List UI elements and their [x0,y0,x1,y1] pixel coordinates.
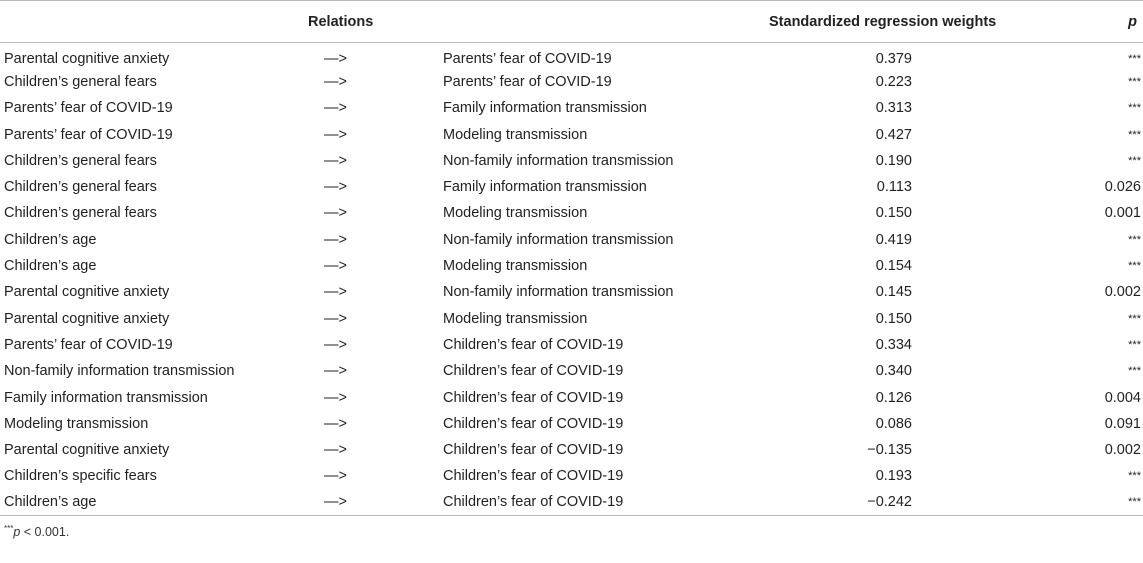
regression-weight-cell: 0.086 [875,415,912,432]
relation-source-cell: Non-family information transmission [4,363,235,380]
p-value-cell: 0.091 [1104,415,1141,432]
relation-target-cell: Non-family information transmission [443,231,674,248]
relation-source-cell: Children’s general fears [4,179,157,196]
table-row [0,305,1143,331]
p-value-cell: 0.001 [1104,205,1141,222]
p-value-cell: *** [1128,102,1141,115]
relation-arrow-cell: —> [324,73,347,90]
regression-weight-cell: 0.154 [875,258,912,275]
header-p: p [1065,1,1143,43]
regression-weight-cell: 0.427 [875,126,912,143]
regression-weight-cell: 0.150 [875,205,912,222]
p-value-cell: 0.002 [1104,442,1141,459]
regression-weight-cell: 0.313 [875,100,912,117]
header-relations: Relations [0,1,765,43]
regression-weight-cell: −0.135 [867,442,912,459]
table-row [0,227,1143,253]
relation-arrow-cell: —> [324,310,347,327]
p-value-cell: *** [1128,75,1141,88]
relation-target-cell: Non-family information transmission [443,152,674,169]
relation-source-cell: Family information transmission [4,389,208,406]
relation-target-cell: Children’s fear of COVID-19 [443,415,624,432]
relation-source-cell: Parental cognitive anxiety [4,284,170,301]
regression-weight-cell: −0.242 [765,490,1065,516]
relation-target-cell: Children’s fear of COVID-19 [443,442,624,459]
regression-weight-cell: 0.334 [875,336,912,353]
table-row [0,490,1143,516]
relation-arrow-cell: —> [324,50,347,67]
table-row [0,200,1143,226]
relation-target-cell: Modeling transmission [443,205,588,222]
regression-weight-cell: 0.145 [875,284,912,301]
relation-arrow-cell: —> [324,258,347,275]
table-header [0,1,1143,43]
footnote-p-symbol: p [13,525,21,540]
table-body [0,43,1143,516]
table-row [0,332,1143,358]
p-value-cell: *** [1128,154,1141,167]
regression-weight-cell: 0.223 [875,73,912,90]
table-row [0,174,1143,200]
relation-target-cell: Parents’ fear of COVID-19 [443,50,612,67]
relation-arrow-cell: —> [324,179,347,196]
p-value-cell: *** [1065,490,1143,516]
p-value-cell: *** [1128,365,1141,378]
p-value-cell: 0.002 [1104,284,1141,301]
p-value-cell: 0.004 [1104,389,1141,406]
header-row [0,1,1143,43]
relation-arrow-cell: —> [324,284,347,301]
relation-source-cell: Modeling transmission [4,415,149,432]
relation-arrow-cell: —> [324,152,347,169]
table-row [0,463,1143,489]
relation-target-cell: Non-family information transmission [443,284,674,301]
table-row [0,43,1143,69]
header-weights: Standardized regression weights [765,1,1065,43]
relation-target-cell: Children’s fear of COVID-19 [440,490,765,516]
relation-source-cell: Parents’ fear of COVID-19 [4,126,173,143]
relation-source-cell: Children’s general fears [4,73,157,90]
relation-source-cell: Children’s age [4,258,97,275]
p-value-cell: *** [1128,52,1141,65]
relation-source-cell: Parental cognitive anxiety [4,442,170,459]
regression-weight-cell: 0.113 [876,179,912,196]
table-row [0,411,1143,437]
footnote-text: < 0.001. [20,525,70,540]
table-footnote [0,524,1143,539]
table-row [0,121,1143,147]
table-row [0,384,1143,410]
footnote-stars: *** [4,524,14,534]
relation-arrow-cell: —> [324,100,347,117]
relation-target-cell: Parents’ fear of COVID-19 [443,73,612,90]
relation-arrow-cell: —> [324,468,347,485]
relation-target-cell: Family information transmission [443,179,647,196]
relation-target-cell: Family information transmission [443,100,647,117]
regression-weight-cell: 0.150 [875,310,912,327]
relation-arrow-cell: —> [300,490,440,516]
relation-arrow-cell: —> [324,205,347,222]
regression-weight-cell: 0.419 [875,231,912,248]
relation-source-cell: Parental cognitive anxiety [4,310,170,327]
relation-arrow-cell: —> [324,231,347,248]
table-row [0,437,1143,463]
relation-source-cell: Children’s general fears [4,152,157,169]
relation-source-cell: Children’s age [0,490,300,516]
table-row [0,95,1143,121]
relation-source-cell: Parents’ fear of COVID-19 [4,100,173,117]
relation-source-cell: Children’s age [4,231,97,248]
relation-target-cell: Modeling transmission [443,126,588,143]
regression-weight-cell: 0.126 [875,389,912,406]
relation-target-cell: Children’s fear of COVID-19 [443,389,624,406]
relation-source-cell: Children’s specific fears [4,468,157,485]
table-row [0,69,1143,95]
relation-source-cell: Parents’ fear of COVID-19 [4,336,173,353]
relation-source-cell: Children’s general fears [4,205,157,222]
p-value-cell: *** [1128,128,1141,141]
relation-arrow-cell: —> [324,363,347,380]
p-value-cell: *** [1128,470,1141,483]
p-value-cell: *** [1128,338,1141,351]
relation-arrow-cell: —> [324,126,347,143]
table-row [0,253,1143,279]
relation-source-cell: Parental cognitive anxiety [4,50,170,67]
relation-arrow-cell: —> [324,336,347,353]
relation-arrow-cell: —> [324,415,347,432]
p-value-cell: *** [1128,312,1141,325]
relation-target-cell: Children’s fear of COVID-19 [443,468,624,485]
regression-weight-cell: 0.340 [875,363,912,380]
relation-arrow-cell: —> [324,389,347,406]
relation-arrow-cell: —> [324,442,347,459]
regression-weight-cell: 0.190 [875,152,912,169]
table-row [0,148,1143,174]
relation-target-cell: Modeling transmission [443,258,588,275]
p-value-cell: *** [1128,233,1141,246]
relation-target-cell: Children’s fear of COVID-19 [443,363,624,380]
relation-target-cell: Children’s fear of COVID-19 [443,336,624,353]
relation-target-cell: Modeling transmission [443,310,588,327]
p-value-cell: *** [1128,260,1141,273]
table-row [0,279,1143,305]
p-value-cell: 0.026 [1104,179,1141,196]
regression-weight-cell: 0.193 [875,468,912,485]
regression-weight-cell: 0.379 [875,50,912,67]
table-row [0,358,1143,384]
